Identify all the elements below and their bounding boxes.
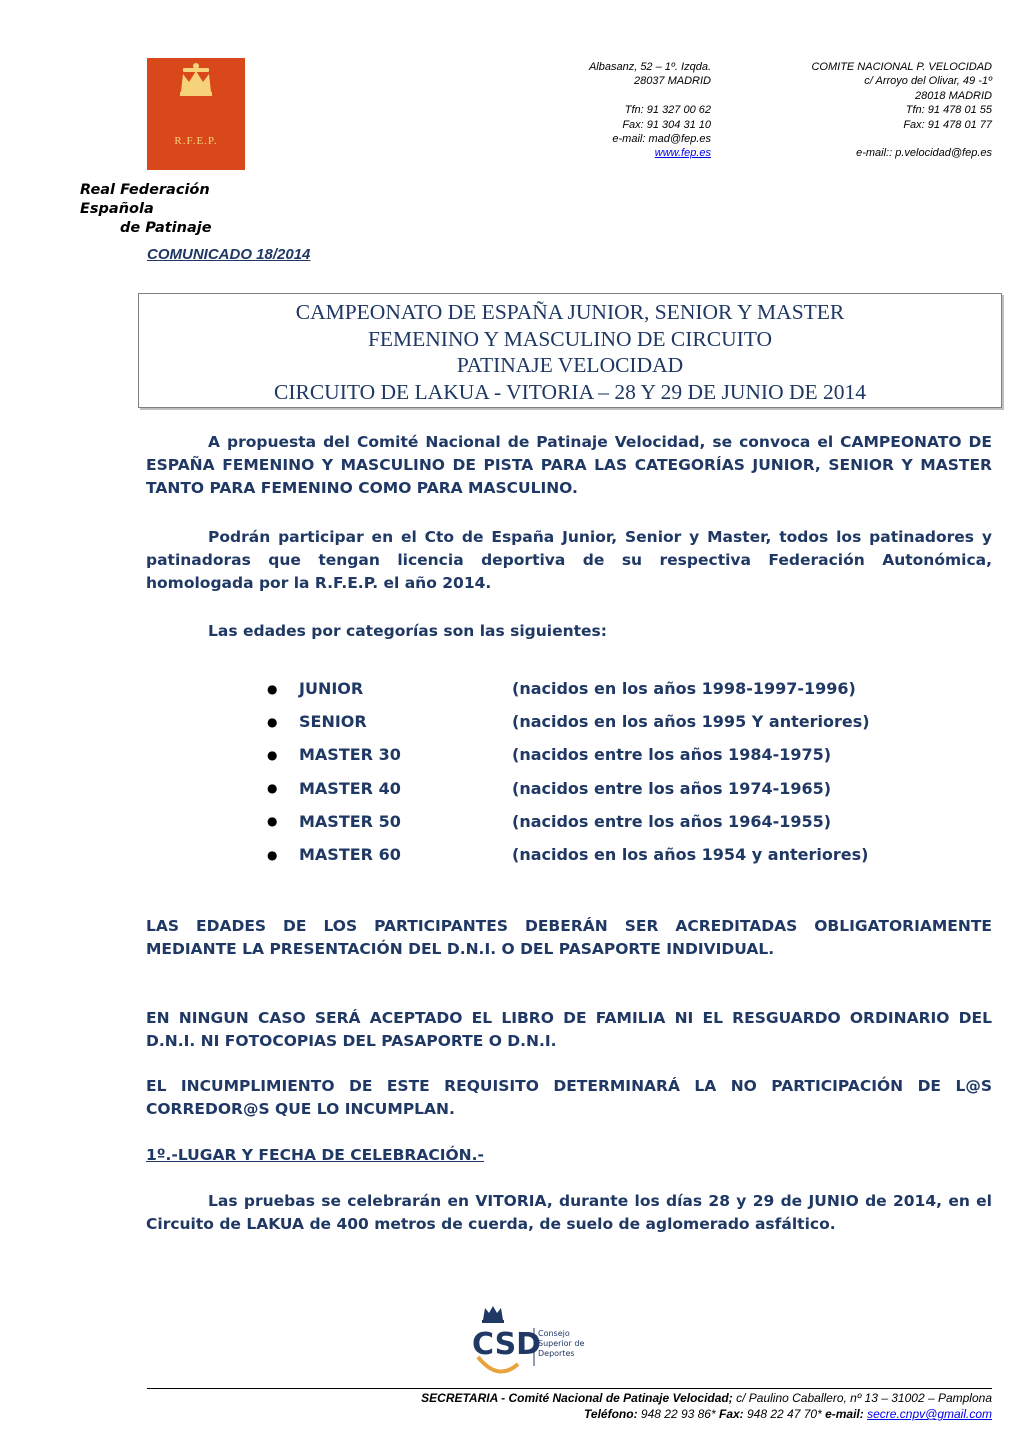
website-link[interactable]: www.fep.es bbox=[654, 147, 711, 160]
paragraph-convocatoria: A propuesta del Comité Nacional de Patinaje Velocidad, se convoca el CAMPEONATO DE ESPAÑA FEMENINO Y MASCULINO DE PISTA PARA LAS CATEGORÍAS JUNIOR, SENIOR Y MASTER TANTO PARA FEMENINO COMO PARA MASCULINO. bbox=[146, 433, 992, 497]
address-madrid bbox=[560, 60, 711, 161]
footer-email-label: e-mail: bbox=[821, 1407, 864, 1421]
footer-line-2 bbox=[147, 1407, 992, 1422]
paragraph-acreditacion: LAS EDADES DE LOS PARTICIPANTES DEBERÁN SER ACREDITADAS OBLIGATORIAMENTE MEDIANTE LA PRESENTACIÓN DEL D.N.I. O DEL PASAPORTE INDIVIDUAL. bbox=[146, 917, 992, 958]
category-name: MASTER 40 bbox=[299, 778, 401, 798]
paragraph-edades: Las edades por categorías son las siguientes: bbox=[208, 622, 607, 640]
address-madrid-fax: Fax: 91 304 31 10 bbox=[622, 118, 711, 131]
list-item bbox=[264, 838, 964, 871]
section-heading-lugar: 1º.-LUGAR Y FECHA DE CELEBRACIÓN.- bbox=[146, 1146, 484, 1164]
federation-line-2: de Patinaje bbox=[120, 220, 212, 236]
address-madrid-phone: Tfn: 91 327 00 62 bbox=[624, 104, 711, 117]
bullet-icon: ● bbox=[267, 681, 278, 696]
list-item bbox=[264, 705, 964, 738]
bullet-icon: ● bbox=[267, 747, 278, 762]
csd-crown-icon bbox=[468, 1302, 588, 1384]
crown-icon bbox=[147, 58, 245, 170]
category-name: SENIOR bbox=[299, 712, 367, 732]
footer-address: c/ Paulino Caballero, nº 13 – 31002 – Pamplona bbox=[732, 1391, 992, 1405]
category-ages: (nacidos entre los años 1984-1975) bbox=[512, 745, 832, 765]
federation-name bbox=[80, 181, 280, 238]
category-name: MASTER 30 bbox=[299, 745, 401, 765]
paragraph-incumplimiento: EL INCUMPLIMIENTO DE ESTE REQUISITO DETERMINARÁ LA NO PARTICIPACIÓN DE L@S CORREDOR@S QUE LO INCUMPLAN. bbox=[146, 1077, 992, 1118]
list-item bbox=[264, 672, 964, 705]
address-madrid-line1: Albasanz, 52 – 1º. Izqda. bbox=[588, 61, 711, 73]
address-committee-line1: COMITE NACIONAL P. VELOCIDAD bbox=[811, 61, 992, 73]
category-ages: (nacidos en los años 1998-1997-1996) bbox=[512, 679, 856, 699]
csd-abbr: CSD bbox=[472, 1327, 542, 1362]
paragraph-participantes: Podrán participar en el Cto de España Junior, Senior y Master, todos los patinadores y patinadoras que tengan licencia deportiva de su respectiva Federación Autonómica, homologada por la R.F.E.P. el año 2014. bbox=[146, 528, 992, 592]
category-ages: (nacidos en los años 1995 Y anteriores) bbox=[512, 712, 870, 732]
category-list bbox=[264, 672, 964, 871]
rfep-logo bbox=[147, 58, 245, 170]
category-ages: (nacidos entre los años 1974-1965) bbox=[512, 778, 832, 798]
title-box bbox=[138, 293, 1002, 408]
csd-line-3: Deportes bbox=[538, 1349, 575, 1358]
list-item bbox=[264, 772, 964, 805]
bullet-icon: ● bbox=[267, 714, 278, 729]
federation-line-1: Real Federación Española bbox=[80, 182, 210, 217]
address-committee-phone: Tfn: 91 478 01 55 bbox=[905, 104, 992, 117]
bullet-icon: ● bbox=[267, 781, 278, 796]
footer-fax: 948 22 47 70* bbox=[743, 1407, 822, 1421]
csd-line-2: Superior de bbox=[538, 1339, 585, 1348]
address-committee-fax: Fax: 91 478 01 77 bbox=[903, 118, 992, 131]
logo-text: R.F.E.P. bbox=[174, 135, 218, 147]
list-item bbox=[264, 738, 964, 771]
list-item bbox=[264, 805, 964, 838]
category-ages: (nacidos en los años 1954 y anteriores) bbox=[512, 845, 869, 865]
footer-tel: 948 22 93 86* bbox=[637, 1407, 716, 1421]
footer-divider bbox=[147, 1388, 992, 1389]
category-name: JUNIOR bbox=[299, 679, 364, 699]
category-ages: (nacidos entre los años 1964-1955) bbox=[512, 811, 832, 831]
title-line-3: PATINAJE VELOCIDAD bbox=[456, 353, 684, 377]
title-line-4: CIRCUITO DE LAKUA - VITORIA – 28 Y 29 DE JUNIO DE 2014 bbox=[273, 379, 867, 404]
bullet-icon: ● bbox=[267, 814, 278, 829]
address-committee bbox=[760, 60, 992, 161]
csd-line-1: Consejo bbox=[538, 1329, 570, 1338]
category-name: MASTER 50 bbox=[299, 811, 401, 831]
footer-line-1 bbox=[147, 1391, 992, 1406]
csd-logo bbox=[468, 1302, 588, 1384]
paragraph-no-aceptado: EN NINGUN CASO SERÁ ACEPTADO EL LIBRO DE FAMILIA NI EL RESGUARDO ORDINARIO DEL D.N.I. NI FOTOCOPIAS DEL PASAPORTE O D.N.I. bbox=[146, 1009, 992, 1050]
title-line-2: FEMENINO Y MASCULINO DE CIRCUITO bbox=[367, 326, 773, 351]
footer-secretaria: SECRETARIA - Comité Nacional de Patinaje Velocidad; bbox=[421, 1391, 733, 1405]
comunicado-number: COMUNICADO 18/2014 bbox=[147, 246, 311, 263]
footer-fax-label: Fax: bbox=[715, 1407, 744, 1421]
title-line-1: CAMPEONATO DE ESPAÑA JUNIOR, SENIOR Y MASTER bbox=[295, 300, 845, 324]
footer-email-link[interactable]: secre.cnpv@gmail.com bbox=[867, 1407, 992, 1421]
footer-tel-label: Teléfono: bbox=[584, 1407, 638, 1421]
paragraph-lugar: Las pruebas se celebrarán en VITORIA, durante los días 28 y 29 de JUNIO de 2014, en el Circuito de LAKUA de 400 metros de cuerda, de suelo de aglomerado asfáltico. bbox=[146, 1192, 992, 1233]
address-madrid-email: e-mail: mad@fep.es bbox=[612, 133, 711, 146]
address-madrid-line2: 28037 MADRID bbox=[633, 75, 711, 88]
address-committee-email: e-mail:: p.velocidad@fep.es bbox=[856, 147, 992, 160]
address-committee-line2: c/ Arroyo del Olivar, 49 -1º bbox=[864, 75, 992, 88]
category-name: MASTER 60 bbox=[299, 845, 401, 865]
address-committee-line3: 28018 MADRID bbox=[914, 89, 992, 102]
bullet-icon: ● bbox=[267, 847, 278, 862]
